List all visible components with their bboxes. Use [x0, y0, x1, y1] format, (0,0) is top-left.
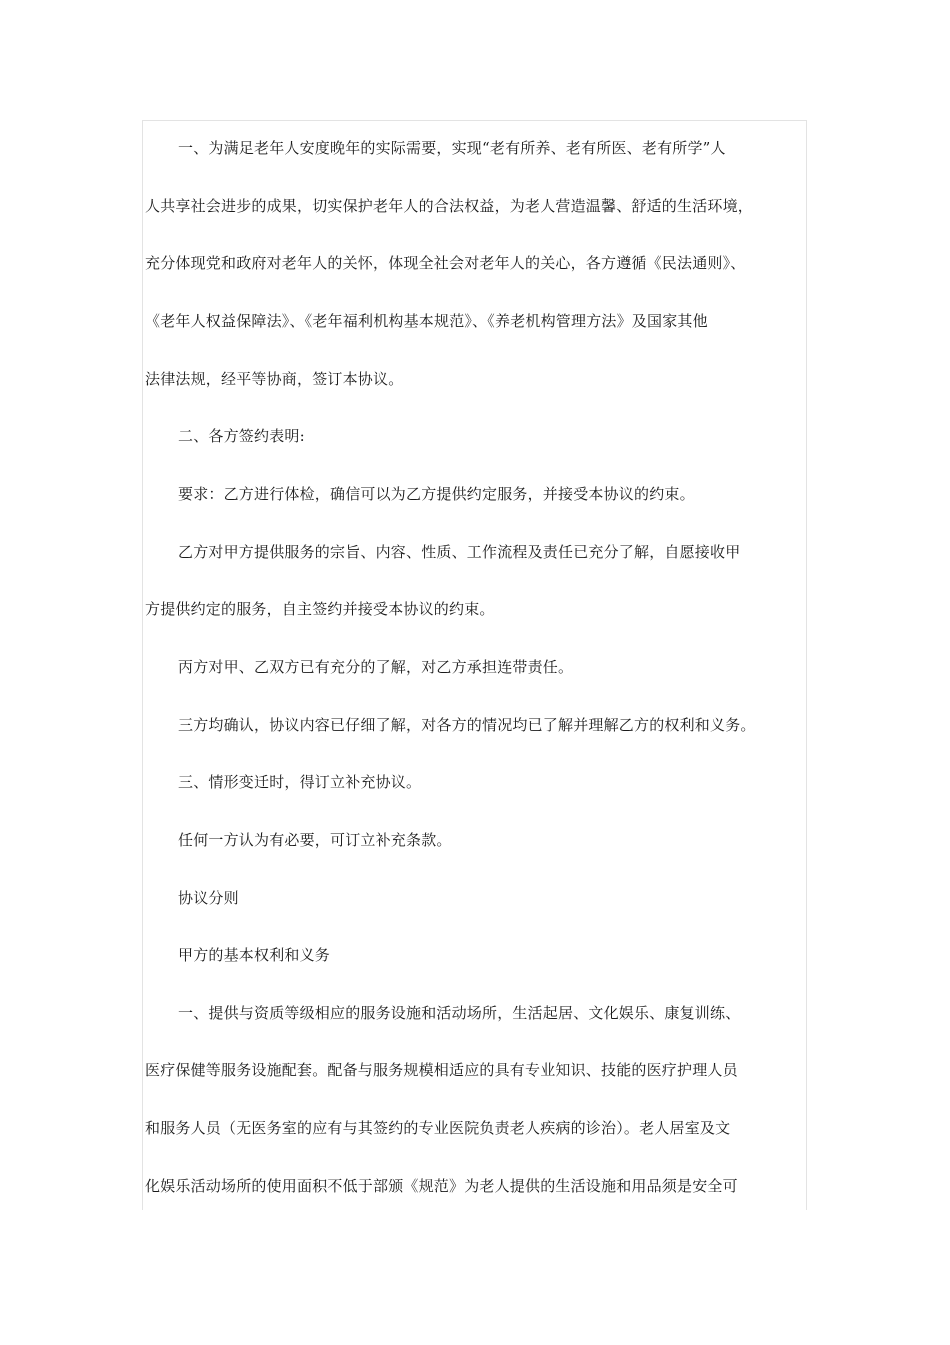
paragraph-requirement: 要求：乙方进行体检，确信可以为乙方提供约定服务，并接受本协议的约束。 — [178, 485, 695, 503]
heading-agreement-rules: 协议分则 — [178, 889, 239, 907]
section-heading-2: 二、各方签约表明: — [178, 427, 305, 445]
heading-party-a-rights: 甲方的基本权利和义务 — [178, 946, 331, 964]
paragraph-party-b-line-2: 方提供约定的服务，自主签约并接受本协议的约束。 — [145, 600, 495, 618]
paragraph-1-line-5: 法律法规，经平等协商，签订本协议。 — [145, 370, 404, 388]
paragraph-facilities-line-1: 一、提供与资质等级相应的服务设施和活动场所，生活起居、文化娱乐、康复训练、 — [178, 1004, 741, 1022]
paragraph-1-line-1: 一、为满足老年人安度晚年的实际需要，实现“老有所养、老有所医、老有所学”人 — [178, 139, 726, 157]
paragraph-all-parties: 三方均确认，协议内容已仔细了解，对各方的情况均已了解并理解乙方的权利和义务。 — [178, 716, 756, 734]
paragraph-1-line-4: 《老年人权益保障法》、《老年福利机构基本规范》、《养老机构管理方法》及国家其他 — [145, 312, 708, 330]
paragraph-supplement: 任何一方认为有必要，可订立补充条款。 — [178, 831, 452, 849]
paragraph-1-line-2: 人共享社会进步的成果，切实保护老年人的合法权益，为老人营造温馨、舒适的生活环境， — [145, 197, 754, 215]
paragraph-facilities-line-2: 医疗保健等服务设施配套。配备与服务规模相适应的具有专业知识、技能的医疗护理人员 — [145, 1061, 738, 1079]
paragraph-1-line-3: 充分体现党和政府对老年人的关怀，体现全社会对老年人的关心，各方遵循《民法通则》、 — [145, 254, 746, 272]
paragraph-facilities-line-3: 和服务人员（无医务室的应有与其签约的专业医院负责老人疾病的诊治）。老人居室及文 — [145, 1119, 731, 1137]
section-heading-3: 三、情形变迁时，得订立补充协议。 — [178, 773, 422, 791]
paragraph-facilities-line-4: 化娱乐活动场所的使用面积不低于部颁《规范》为老人提供的生活设施和用品须是安全可 — [145, 1177, 738, 1195]
paragraph-party-b-line-1: 乙方对甲方提供服务的宗旨、内容、性质、工作流程及责任已充分了解，自愿接收甲 — [178, 543, 741, 561]
paragraph-party-c: 丙方对甲、乙双方已有充分的了解，对乙方承担连带责任。 — [178, 658, 574, 676]
